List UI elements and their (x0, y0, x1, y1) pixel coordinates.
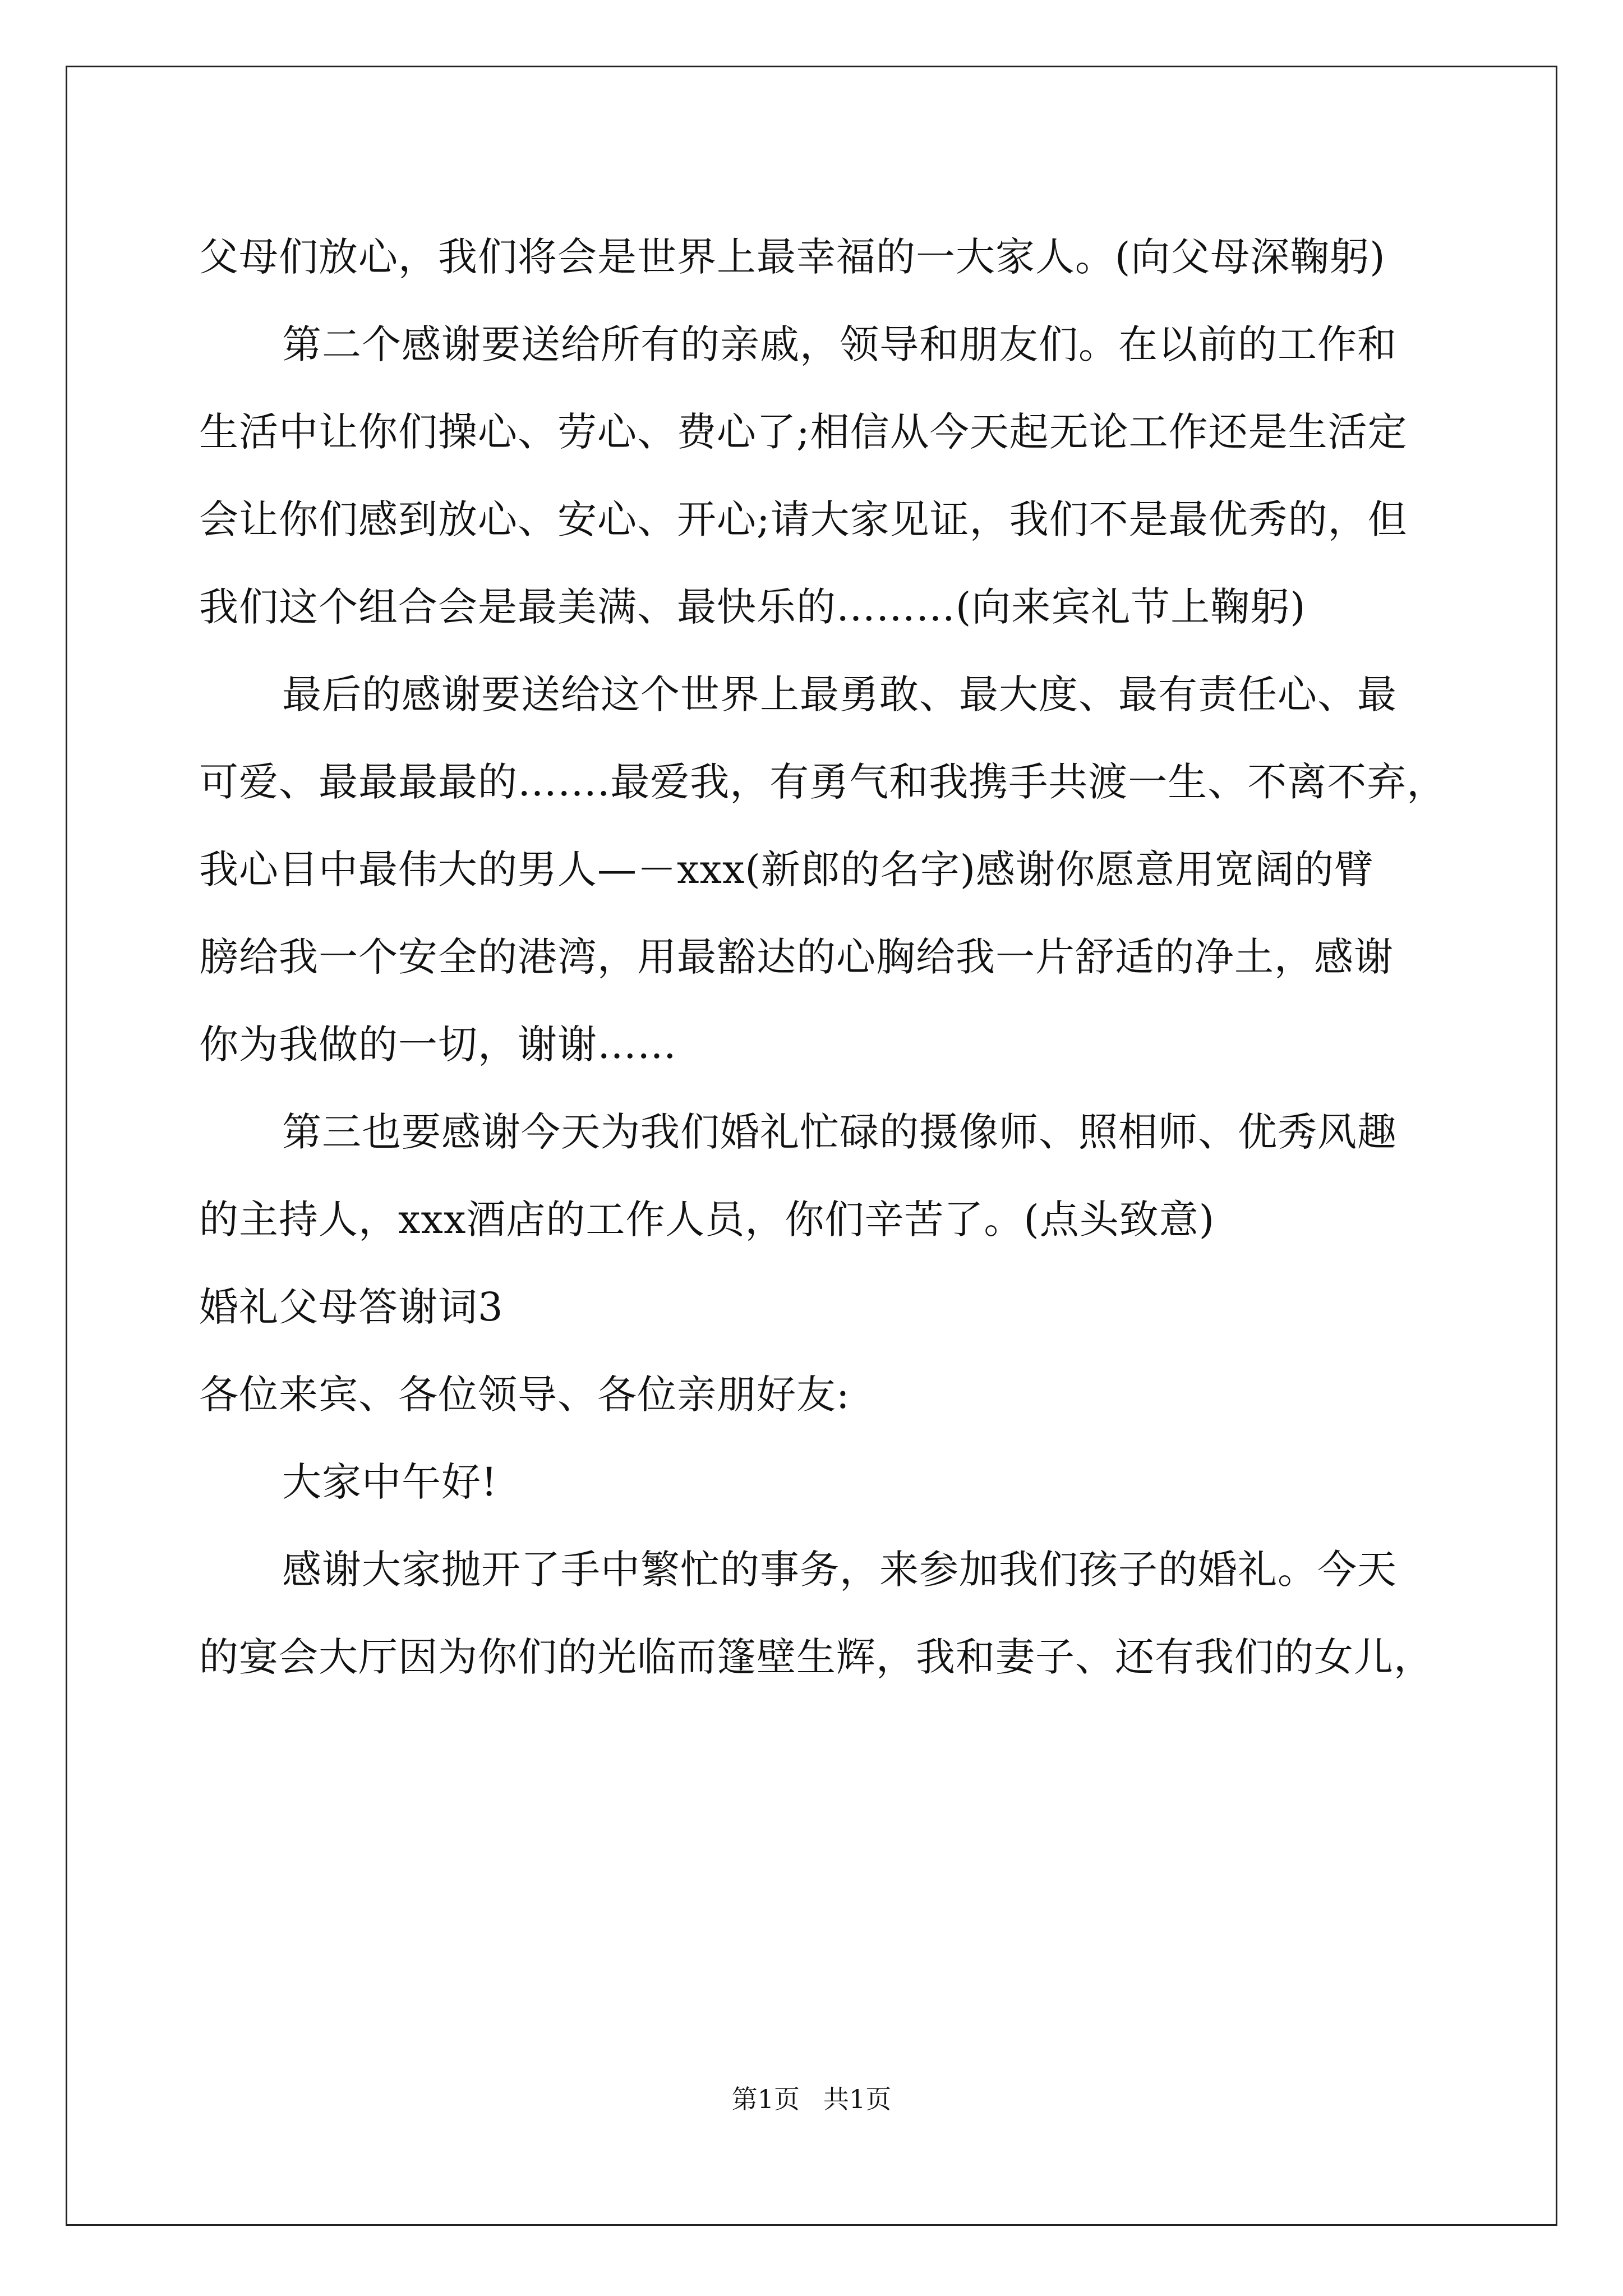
paragraph-line: 第三也要感谢今天为我们婚礼忙碌的摄像师、照相师、优秀风趣 (282, 1109, 1397, 1155)
paragraph-line: 你为我做的一切，谢谢…… (199, 1022, 677, 1068)
paragraph-line: 最后的感谢要送给这个世界上最勇敢、最大度、最有责任心、最 (282, 671, 1397, 717)
paragraph-line: 我们这个组合会是最美满、最快乐的………(向来宾礼节上鞠躬) (199, 584, 1306, 630)
paragraph-line: 父母们放心，我们将会是世界上最幸福的一大家人。(向父母深鞠躬) (199, 234, 1386, 280)
paragraph-line: 膀给我一个安全的港湾，用最豁达的心胸给我一片舒适的净土，感谢 (199, 934, 1394, 980)
paragraph-line: 生活中让你们操心、劳心、费心了;相信从今天起无论工作还是生活定 (199, 409, 1408, 455)
paragraph-line: 的主持人，xxx酒店的工作人员，你们辛苦了。(点头致意) (199, 1197, 1215, 1243)
document-body (199, 213, 1447, 1701)
paragraph-line: 可爱、最最最最的…….最爱我，有勇气和我携手共渡一生、不离不弃， (199, 759, 1447, 805)
page-total: 共1页 (823, 2084, 892, 2114)
paragraph-line: 会让你们感到放心、安心、开心;请大家见证，我们不是最优秀的，但 (199, 496, 1408, 542)
paragraph-line: 的宴会大厅因为你们的光临而篷壁生辉，我和妻子、还有我们的女儿， (199, 1634, 1433, 1680)
paragraph-line: 第二个感谢要送给所有的亲戚，领导和朋友们。在以前的工作和 (282, 321, 1397, 367)
section-heading: 婚礼父母答谢词3 (199, 1284, 504, 1330)
salutation-line: 各位来宾、各位领导、各位亲朋好友: (199, 1372, 850, 1418)
greeting-line: 大家中午好! (282, 1459, 498, 1505)
page-number: 第1页 (731, 2084, 800, 2114)
page-footer (0, 2082, 1623, 2116)
paragraph-line: 感谢大家抛开了手中繁忙的事务，来参加我们孩子的婚礼。今天 (282, 1547, 1397, 1593)
paragraph-line: 我心目中最伟大的男人—－xxx(新郎的名字)感谢你愿意用宽阔的臂 (199, 846, 1375, 892)
